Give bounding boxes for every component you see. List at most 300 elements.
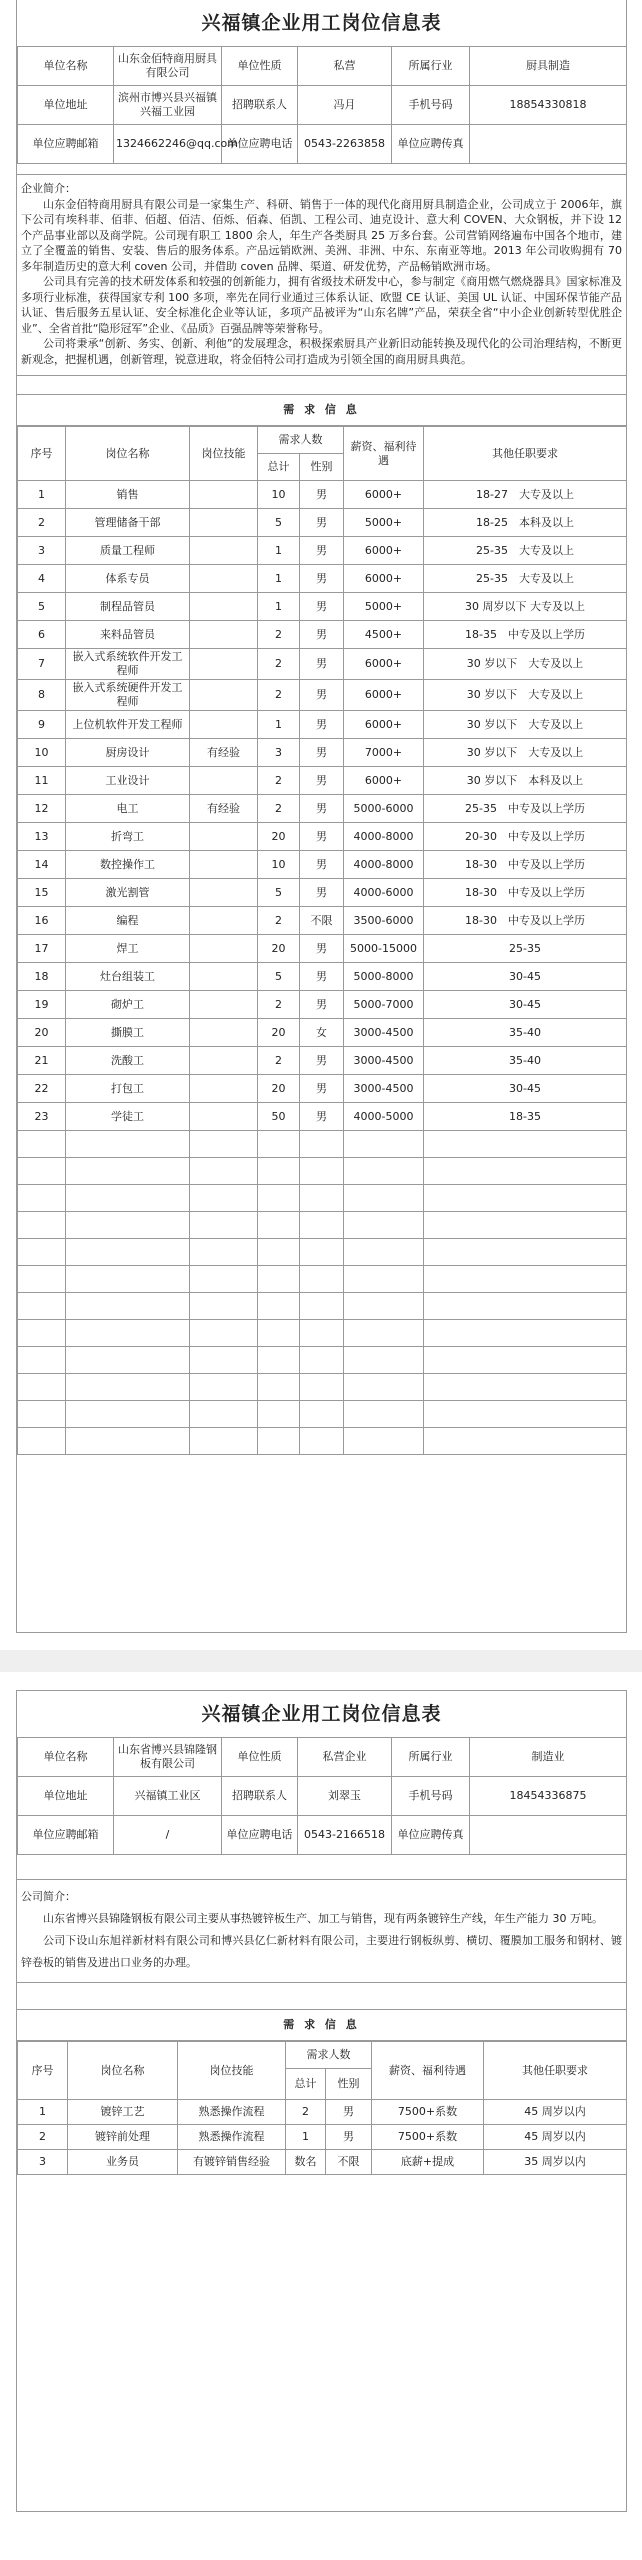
job-total: 2 bbox=[258, 1047, 300, 1075]
job-gender: 男 bbox=[300, 680, 344, 711]
job-no: 9 bbox=[18, 711, 66, 739]
empty-cell bbox=[18, 1185, 66, 1212]
job-post: 撕膜工 bbox=[66, 1019, 190, 1047]
job-post: 上位机软件开发工程师 bbox=[66, 711, 190, 739]
job-skill bbox=[190, 991, 258, 1019]
job-skill bbox=[190, 963, 258, 991]
empty-cell bbox=[424, 1158, 627, 1185]
empty-cell bbox=[424, 1347, 627, 1374]
job-pay: 6000+ bbox=[344, 537, 424, 565]
email-label: 单位应聘邮箱 bbox=[18, 125, 114, 164]
job-row bbox=[18, 935, 627, 963]
job-no: 20 bbox=[18, 1019, 66, 1047]
job-post: 编程 bbox=[66, 907, 190, 935]
job-post: 激光割管 bbox=[66, 879, 190, 907]
nature-label: 单位性质 bbox=[222, 47, 298, 86]
job-total: 2 bbox=[258, 649, 300, 680]
empty-cell bbox=[190, 1374, 258, 1401]
job-other: 30 岁以下 本科及以上 bbox=[424, 767, 627, 795]
job-no: 19 bbox=[18, 991, 66, 1019]
job-total: 20 bbox=[258, 1075, 300, 1103]
job-no: 17 bbox=[18, 935, 66, 963]
job-other: 18-35 中专及以上学历 bbox=[424, 621, 627, 649]
job-post: 砌炉工 bbox=[66, 991, 190, 1019]
tel-label: 单位应聘电话 bbox=[222, 1816, 298, 1855]
empty-cell bbox=[300, 1131, 344, 1158]
job-no: 22 bbox=[18, 1075, 66, 1103]
empty-row bbox=[18, 1293, 627, 1320]
job-other: 18-30 中专及以上学历 bbox=[424, 851, 627, 879]
job-pay: 3000-4500 bbox=[344, 1047, 424, 1075]
empty-cell bbox=[258, 1239, 300, 1266]
job-skill bbox=[190, 1019, 258, 1047]
job-row bbox=[18, 2125, 627, 2150]
intro-label: 公司简介： bbox=[21, 1890, 76, 1903]
job-no: 3 bbox=[18, 2150, 68, 2175]
job-no: 23 bbox=[18, 1103, 66, 1131]
empty-cell bbox=[424, 1212, 627, 1239]
company-info-table bbox=[17, 46, 627, 164]
job-row bbox=[18, 963, 627, 991]
job-total: 10 bbox=[258, 481, 300, 509]
empty-row bbox=[18, 1428, 627, 1455]
job-total: 数名 bbox=[286, 2150, 326, 2175]
job-no: 7 bbox=[18, 649, 66, 680]
job-info-sheet-1 bbox=[16, 0, 627, 1633]
job-no: 15 bbox=[18, 879, 66, 907]
job-other: 30-45 bbox=[424, 963, 627, 991]
job-post: 工业设计 bbox=[66, 767, 190, 795]
empty-cell bbox=[424, 1428, 627, 1455]
job-pay: 4000-6000 bbox=[344, 879, 424, 907]
col-other: 其他任职要求 bbox=[424, 427, 627, 481]
jobs-table bbox=[17, 2041, 627, 2175]
tel-label: 单位应聘电话 bbox=[222, 125, 298, 164]
job-post: 销售 bbox=[66, 481, 190, 509]
needs-title: 需 求 信 息 bbox=[17, 2009, 626, 2041]
empty-cell bbox=[300, 1212, 344, 1239]
empty-cell bbox=[258, 1374, 300, 1401]
job-post: 业务员 bbox=[68, 2150, 178, 2175]
job-pay: 3000-4500 bbox=[344, 1075, 424, 1103]
job-skill bbox=[190, 1047, 258, 1075]
job-gender: 男 bbox=[300, 795, 344, 823]
job-post: 打包工 bbox=[66, 1075, 190, 1103]
job-post: 灶台组装工 bbox=[66, 963, 190, 991]
job-total: 5 bbox=[258, 879, 300, 907]
contact-label: 招聘联系人 bbox=[222, 1777, 298, 1816]
empty-cell bbox=[344, 1266, 424, 1293]
col-count: 需求人数 bbox=[258, 427, 344, 454]
col-pay: 薪资、福利待遇 bbox=[344, 427, 424, 481]
empty-row bbox=[18, 1158, 627, 1185]
job-post: 来料品管员 bbox=[66, 621, 190, 649]
job-total: 1 bbox=[286, 2125, 326, 2150]
job-skill: 熟悉操作流程 bbox=[178, 2100, 286, 2125]
job-gender: 男 bbox=[300, 509, 344, 537]
job-skill bbox=[190, 767, 258, 795]
empty-cell bbox=[18, 1374, 66, 1401]
job-gender: 男 bbox=[300, 823, 344, 851]
job-pay: 7500+系数 bbox=[372, 2125, 484, 2150]
empty-cell bbox=[344, 1347, 424, 1374]
empty-cell bbox=[300, 1428, 344, 1455]
job-no: 14 bbox=[18, 851, 66, 879]
sheet-title: 兴福镇企业用工岗位信息表 bbox=[201, 1703, 442, 1725]
job-pay: 6000+ bbox=[344, 680, 424, 711]
empty-cell bbox=[190, 1347, 258, 1374]
job-row bbox=[18, 1047, 627, 1075]
job-gender: 男 bbox=[300, 1047, 344, 1075]
empty-cell bbox=[258, 1185, 300, 1212]
sheet-title: 兴福镇企业用工岗位信息表 bbox=[201, 12, 442, 34]
empty-row bbox=[18, 1131, 627, 1158]
company-name: 山东省博兴县锦隆钢板有限公司 bbox=[114, 1738, 222, 1777]
job-gender: 男 bbox=[300, 711, 344, 739]
empty-cell bbox=[300, 1293, 344, 1320]
job-pay: 7500+系数 bbox=[372, 2100, 484, 2125]
empty-cell bbox=[18, 1131, 66, 1158]
job-other: 30 岁以下 大专及以上 bbox=[424, 739, 627, 767]
company-label: 单位名称 bbox=[18, 1738, 114, 1777]
phone-label: 手机号码 bbox=[392, 86, 470, 125]
company-label: 单位名称 bbox=[18, 47, 114, 86]
job-gender: 男 bbox=[300, 565, 344, 593]
company-nature: 私营 bbox=[298, 47, 392, 86]
job-pay: 4500+ bbox=[344, 621, 424, 649]
empty-cell bbox=[66, 1293, 190, 1320]
nature-label: 单位性质 bbox=[222, 1738, 298, 1777]
job-post: 学徒工 bbox=[66, 1103, 190, 1131]
empty-row bbox=[18, 1401, 627, 1428]
job-row bbox=[18, 565, 627, 593]
empty-cell bbox=[190, 1428, 258, 1455]
empty-cell bbox=[424, 1320, 627, 1347]
job-total: 2 bbox=[286, 2100, 326, 2125]
intro-paragraph: 公司将秉承“创新、务实、创新、利他”的发展理念，积极探索厨具产业新旧动能转换及现代化的公司治理结构，不断更新观念，把握机遇，创新管理，锐意进取，将金佰特公司打造成为引领全国的商用厨具典范。 bbox=[21, 337, 622, 366]
empty-cell bbox=[18, 1212, 66, 1239]
job-pay: 4000-8000 bbox=[344, 823, 424, 851]
empty-cell bbox=[190, 1320, 258, 1347]
intro-paragraph: 公司下设山东旭祥新材料有限公司和博兴县亿仁新材料有限公司，主要进行钢板纵剪、横切、覆膜加工服务和钢材、镀锌卷板的销售及进出口业务的办理。 bbox=[21, 1934, 622, 1969]
email-label: 单位应聘邮箱 bbox=[18, 1816, 114, 1855]
industry-label: 所属行业 bbox=[392, 47, 470, 86]
job-gender: 男 bbox=[300, 537, 344, 565]
job-total: 2 bbox=[258, 795, 300, 823]
job-no: 5 bbox=[18, 593, 66, 621]
job-gender: 男 bbox=[326, 2100, 372, 2125]
job-no: 21 bbox=[18, 1047, 66, 1075]
job-total: 1 bbox=[258, 537, 300, 565]
company-intro bbox=[17, 1879, 626, 1983]
empty-cell bbox=[18, 1266, 66, 1293]
job-total: 50 bbox=[258, 1103, 300, 1131]
col-gender: 性别 bbox=[326, 2069, 372, 2100]
job-pay: 5000-8000 bbox=[344, 963, 424, 991]
job-skill bbox=[190, 1103, 258, 1131]
job-gender: 男 bbox=[300, 739, 344, 767]
job-gender: 女 bbox=[300, 1019, 344, 1047]
job-total: 2 bbox=[258, 907, 300, 935]
empty-cell bbox=[18, 1428, 66, 1455]
job-post: 折弯工 bbox=[66, 823, 190, 851]
job-no: 1 bbox=[18, 2100, 68, 2125]
job-no: 6 bbox=[18, 621, 66, 649]
empty-cell bbox=[424, 1401, 627, 1428]
job-row bbox=[18, 739, 627, 767]
job-other: 25-35 大专及以上 bbox=[424, 565, 627, 593]
job-skill bbox=[190, 907, 258, 935]
empty-cell bbox=[344, 1212, 424, 1239]
empty-cell bbox=[344, 1158, 424, 1185]
job-no: 11 bbox=[18, 767, 66, 795]
empty-cell bbox=[300, 1347, 344, 1374]
job-row bbox=[18, 823, 627, 851]
job-no: 18 bbox=[18, 963, 66, 991]
job-skill bbox=[190, 879, 258, 907]
fax-label: 单位应聘传真 bbox=[392, 1816, 470, 1855]
job-gender: 男 bbox=[300, 1103, 344, 1131]
empty-cell bbox=[190, 1401, 258, 1428]
job-other: 35-40 bbox=[424, 1019, 627, 1047]
job-other: 18-25 本科及以上 bbox=[424, 509, 627, 537]
empty-cell bbox=[300, 1320, 344, 1347]
empty-cell bbox=[344, 1293, 424, 1320]
job-gender: 男 bbox=[300, 879, 344, 907]
empty-cell bbox=[18, 1293, 66, 1320]
intro-paragraph: 山东省博兴县锦隆钢板有限公司主要从事热镀锌板生产、加工与销售，现有两条镀锌生产线，年生产能力 30 万吨。 bbox=[43, 1912, 603, 1925]
empty-cell bbox=[66, 1131, 190, 1158]
job-gender: 男 bbox=[300, 621, 344, 649]
job-post: 电工 bbox=[66, 795, 190, 823]
job-pay: 5000-7000 bbox=[344, 991, 424, 1019]
job-post: 焊工 bbox=[66, 935, 190, 963]
job-gender: 不限 bbox=[300, 907, 344, 935]
empty-cell bbox=[258, 1428, 300, 1455]
job-row bbox=[18, 481, 627, 509]
job-post: 制程品管员 bbox=[66, 593, 190, 621]
job-row bbox=[18, 621, 627, 649]
empty-cell bbox=[190, 1239, 258, 1266]
job-no: 16 bbox=[18, 907, 66, 935]
empty-cell bbox=[190, 1158, 258, 1185]
job-pay: 6000+ bbox=[344, 565, 424, 593]
empty-cell bbox=[190, 1293, 258, 1320]
intro-paragraph: 公司具有完善的技术研发体系和较强的创新能力，拥有省级技术研发中心，参与制定《商用燃气燃烧器具》国家标准及多项行业标准，获得国家专利 100 多项，率先在同行业通过三体系认证、欧盟 CE 认证、美国 UL 认证、中国环保节能产品认证、售后服务五星认证、安全标准化企业等认证，多项产品被评为“山东名牌”产品，荣获全省“中小企业创新转型优胜企业”、全省首批“隐形冠军”企业、《品质》百强品牌等荣誉称号。 bbox=[21, 275, 622, 335]
job-skill bbox=[190, 823, 258, 851]
job-row bbox=[18, 593, 627, 621]
job-total: 5 bbox=[258, 509, 300, 537]
empty-cell bbox=[18, 1320, 66, 1347]
job-total: 20 bbox=[258, 823, 300, 851]
job-gender: 男 bbox=[300, 481, 344, 509]
job-pay: 6000+ bbox=[344, 767, 424, 795]
empty-cell bbox=[424, 1131, 627, 1158]
job-other: 30 岁以下 大专及以上 bbox=[424, 680, 627, 711]
empty-cell bbox=[66, 1320, 190, 1347]
job-total: 1 bbox=[258, 565, 300, 593]
job-other: 30 周岁以下 大专及以上 bbox=[424, 593, 627, 621]
phone-label: 手机号码 bbox=[392, 1777, 470, 1816]
empty-row bbox=[18, 1239, 627, 1266]
contact-person: 刘翠玉 bbox=[298, 1777, 392, 1816]
job-skill bbox=[190, 680, 258, 711]
job-other: 25-35 中专及以上学历 bbox=[424, 795, 627, 823]
empty-cell bbox=[344, 1185, 424, 1212]
empty-cell bbox=[18, 1401, 66, 1428]
empty-cell bbox=[18, 1347, 66, 1374]
job-post: 镀锌工艺 bbox=[68, 2100, 178, 2125]
job-gender: 男 bbox=[326, 2125, 372, 2150]
empty-cell bbox=[190, 1131, 258, 1158]
job-post: 数控操作工 bbox=[66, 851, 190, 879]
address-label: 单位地址 bbox=[18, 86, 114, 125]
empty-cell bbox=[66, 1185, 190, 1212]
job-pay: 6000+ bbox=[344, 649, 424, 680]
job-other: 30 岁以下 大专及以上 bbox=[424, 649, 627, 680]
company-address: 兴福镇工业区 bbox=[114, 1777, 222, 1816]
job-skill bbox=[190, 1075, 258, 1103]
job-other: 30-45 bbox=[424, 1075, 627, 1103]
col-gender: 性别 bbox=[300, 454, 344, 481]
empty-cell bbox=[66, 1428, 190, 1455]
empty-row bbox=[18, 1320, 627, 1347]
company-address: 滨州市博兴县兴福镇兴福工业园 bbox=[114, 86, 222, 125]
job-pay: 5000-6000 bbox=[344, 795, 424, 823]
job-skill bbox=[190, 621, 258, 649]
empty-cell bbox=[190, 1185, 258, 1212]
job-skill bbox=[190, 851, 258, 879]
empty-cell bbox=[300, 1185, 344, 1212]
job-total: 2 bbox=[258, 621, 300, 649]
empty-cell bbox=[424, 1185, 627, 1212]
col-skill: 岗位技能 bbox=[178, 2042, 286, 2100]
empty-cell bbox=[300, 1266, 344, 1293]
industry-label: 所属行业 bbox=[392, 1738, 470, 1777]
job-skill: 熟悉操作流程 bbox=[178, 2125, 286, 2150]
job-other: 35-40 bbox=[424, 1047, 627, 1075]
col-total: 总计 bbox=[258, 454, 300, 481]
job-gender: 男 bbox=[300, 1075, 344, 1103]
job-info-sheet-2 bbox=[16, 1690, 627, 2512]
empty-cell bbox=[300, 1239, 344, 1266]
job-pay: 4000-8000 bbox=[344, 851, 424, 879]
email-address: / bbox=[114, 1816, 222, 1855]
job-skill bbox=[190, 593, 258, 621]
fax-number bbox=[470, 1816, 627, 1855]
job-other: 18-27 大专及以上 bbox=[424, 481, 627, 509]
job-row bbox=[18, 537, 627, 565]
col-total: 总计 bbox=[286, 2069, 326, 2100]
job-gender: 男 bbox=[300, 851, 344, 879]
job-skill bbox=[190, 481, 258, 509]
contact-label: 招聘联系人 bbox=[222, 86, 298, 125]
job-post: 管理储备干部 bbox=[66, 509, 190, 537]
empty-cell bbox=[258, 1212, 300, 1239]
empty-row bbox=[18, 1185, 627, 1212]
empty-cell bbox=[424, 1374, 627, 1401]
col-count: 需求人数 bbox=[286, 2042, 372, 2069]
empty-cell bbox=[344, 1239, 424, 1266]
job-no: 8 bbox=[18, 680, 66, 711]
address-label: 单位地址 bbox=[18, 1777, 114, 1816]
job-post: 镀锌前处理 bbox=[68, 2125, 178, 2150]
fax-label: 单位应聘传真 bbox=[392, 125, 470, 164]
job-pay: 5000-15000 bbox=[344, 935, 424, 963]
job-gender: 男 bbox=[300, 767, 344, 795]
job-row bbox=[18, 795, 627, 823]
job-no: 4 bbox=[18, 565, 66, 593]
empty-cell bbox=[66, 1347, 190, 1374]
empty-cell bbox=[300, 1401, 344, 1428]
job-row bbox=[18, 711, 627, 739]
company-intro bbox=[17, 174, 626, 376]
job-row bbox=[18, 767, 627, 795]
empty-cell bbox=[66, 1401, 190, 1428]
empty-cell bbox=[344, 1374, 424, 1401]
job-total: 2 bbox=[258, 991, 300, 1019]
job-other: 45 周岁以内 bbox=[484, 2125, 627, 2150]
job-other: 35 周岁以内 bbox=[484, 2150, 627, 2175]
job-post: 嵌入式系统软件开发工程师 bbox=[66, 649, 190, 680]
empty-cell bbox=[424, 1239, 627, 1266]
empty-cell bbox=[424, 1266, 627, 1293]
job-total: 1 bbox=[258, 711, 300, 739]
tel-number: 0543-2166518 bbox=[298, 1816, 392, 1855]
job-no: 2 bbox=[18, 2125, 68, 2150]
empty-cell bbox=[300, 1158, 344, 1185]
job-pay: 6000+ bbox=[344, 711, 424, 739]
job-total: 20 bbox=[258, 935, 300, 963]
job-skill bbox=[190, 537, 258, 565]
empty-cell bbox=[258, 1293, 300, 1320]
job-row bbox=[18, 680, 627, 711]
job-total: 10 bbox=[258, 851, 300, 879]
col-post: 岗位名称 bbox=[66, 427, 190, 481]
job-gender: 男 bbox=[300, 963, 344, 991]
empty-cell bbox=[190, 1266, 258, 1293]
job-row bbox=[18, 1019, 627, 1047]
email-address: 1324662246@qq.com bbox=[114, 125, 222, 164]
empty-cell bbox=[190, 1212, 258, 1239]
company-industry: 厨具制造 bbox=[470, 47, 627, 86]
empty-cell bbox=[18, 1158, 66, 1185]
empty-cell bbox=[66, 1239, 190, 1266]
empty-cell bbox=[344, 1131, 424, 1158]
job-gender: 不限 bbox=[326, 2150, 372, 2175]
job-skill bbox=[190, 509, 258, 537]
job-skill: 有镀锌销售经验 bbox=[178, 2150, 286, 2175]
job-no: 13 bbox=[18, 823, 66, 851]
job-no: 10 bbox=[18, 739, 66, 767]
job-pay: 4000-5000 bbox=[344, 1103, 424, 1131]
fax-number bbox=[470, 125, 627, 164]
empty-cell bbox=[258, 1266, 300, 1293]
job-skill: 有经验 bbox=[190, 739, 258, 767]
job-gender: 男 bbox=[300, 935, 344, 963]
empty-cell bbox=[66, 1374, 190, 1401]
col-skill: 岗位技能 bbox=[190, 427, 258, 481]
job-total: 1 bbox=[258, 593, 300, 621]
intro-paragraph: 山东金佰特商用厨具有限公司是一家集生产、科研、销售于一体的现代化商用厨具制造企业，公司成立于 2006年，旗下公司有埃科菲、佰菲、佰超、佰洁、佰烁、佰森、佰凯、工程公司、迪克设计、意大利 COVEN、大众钢板，并下设 12 个产品事业部以及商学院。公司现有职工 1800 余人，年生产各类厨具 25 万多台套。公司营销网络遍布中国各个地市，建立了全覆盖的销售、安装、售后的服务体系。产品远销欧洲、美洲、非洲、中东、东南亚等地。2013 年公司收购拥有 70 多年制造历史的意大利 coven 公司，并借助 coven 品牌、渠道、研发优势，产品畅销欧洲市场。 bbox=[21, 197, 622, 273]
job-post: 质量工程师 bbox=[66, 537, 190, 565]
job-total: 3 bbox=[258, 739, 300, 767]
empty-cell bbox=[66, 1212, 190, 1239]
job-row bbox=[18, 2100, 627, 2125]
phone-number: 18454336875 bbox=[470, 1777, 627, 1816]
job-post: 厨房设计 bbox=[66, 739, 190, 767]
job-other: 25-35 大专及以上 bbox=[424, 537, 627, 565]
